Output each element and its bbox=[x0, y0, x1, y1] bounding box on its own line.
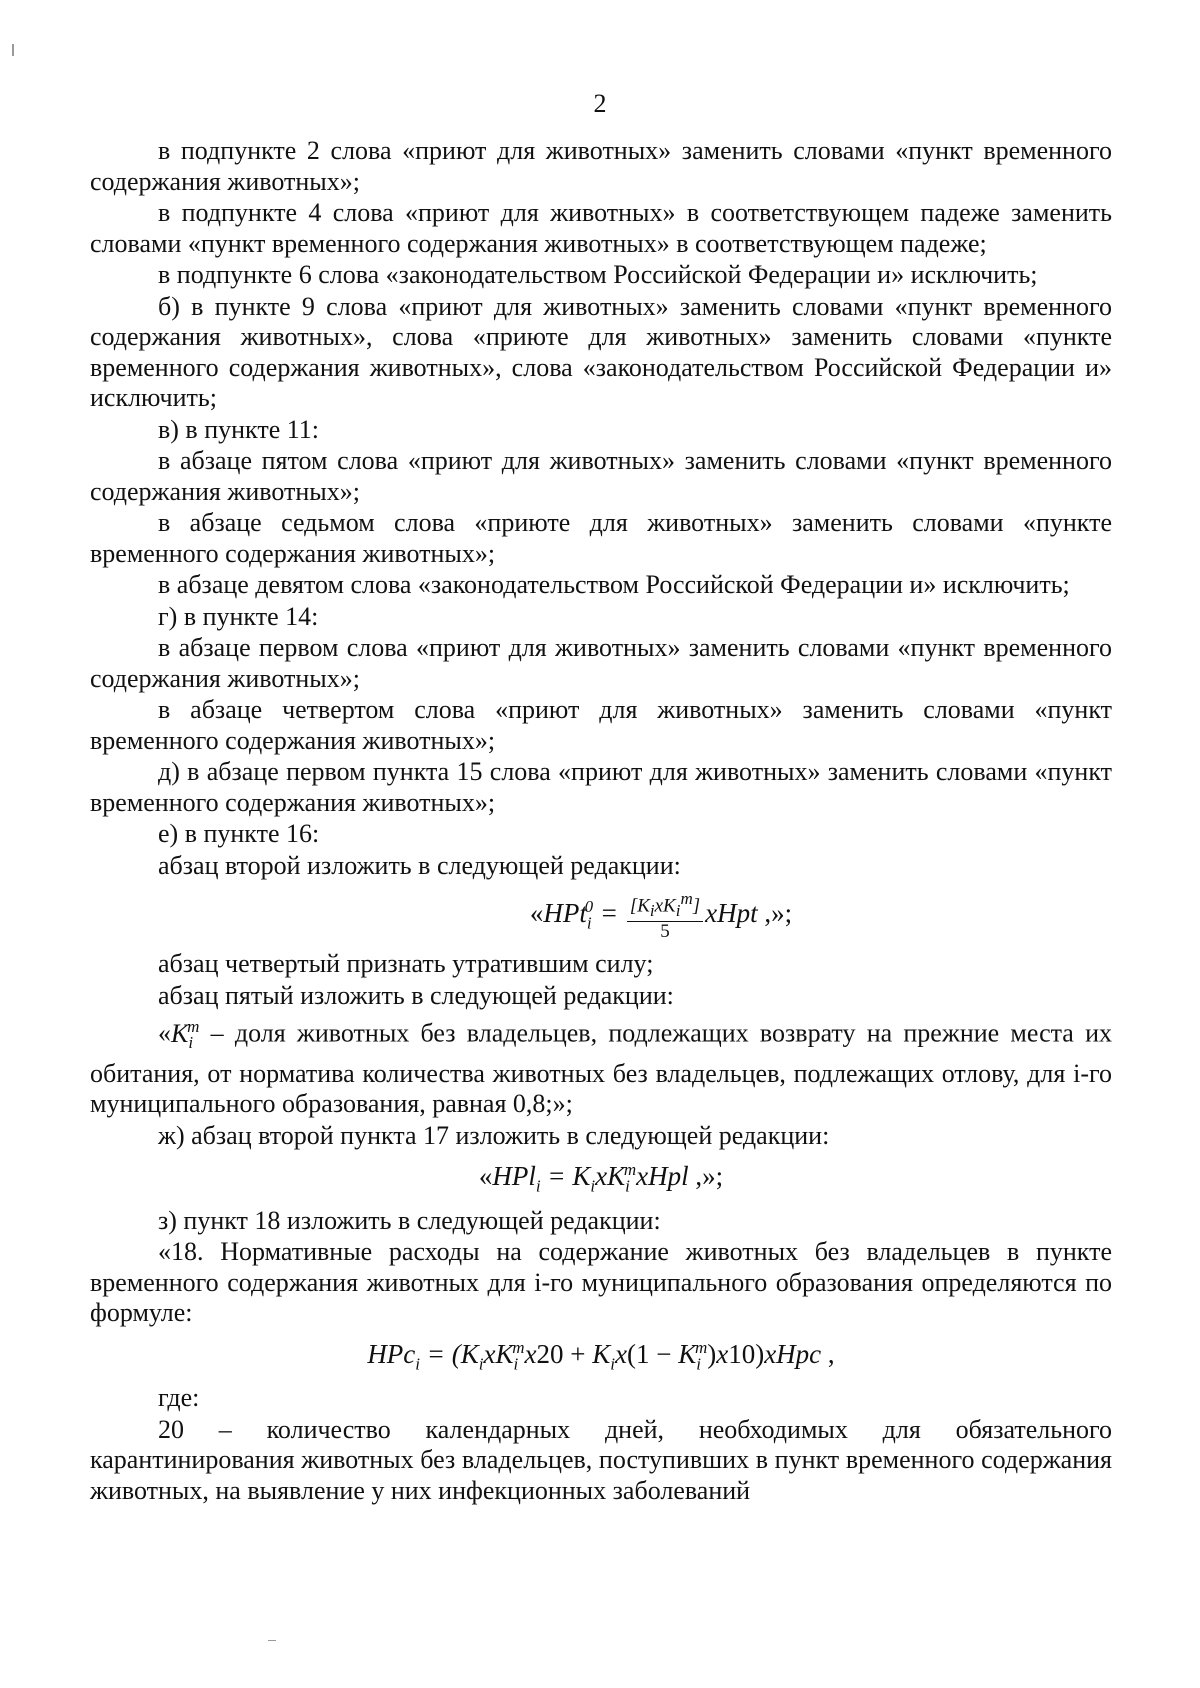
paragraph: «18. Нормативные расходы на содержание животных без владельцев в пункте временного содержания животных для i-го муниципального образования определяются по формуле: bbox=[90, 1237, 1112, 1328]
scan-artifact bbox=[12, 44, 14, 56]
paragraph: в подпункте 6 слова «законодательством Российской Федерации и» исключить; bbox=[158, 260, 1038, 289]
paragraph: в абзаце четвертом слова «приют для животных» заменить словами «пункт временного содержания животных»; bbox=[90, 695, 1112, 755]
paragraph: абзац четвертый признать утратившим силу; bbox=[158, 949, 654, 979]
paragraph: в абзаце пятом слова «приют для животных» заменить словами «пункт временного содержания животных»; bbox=[90, 446, 1112, 506]
scan-artifact bbox=[268, 1640, 276, 1641]
document-body bbox=[90, 136, 1112, 1507]
paragraph: ж) абзац второй пункта 17 изложить в следующей редакции: bbox=[158, 1120, 830, 1150]
paragraph: в абзаце первом слова «приют для животных» заменить словами «пункт временного содержания животных»; bbox=[90, 633, 1112, 693]
paragraph: г) в пункте 14: bbox=[158, 601, 319, 631]
paragraph: в) в пункте 11: bbox=[158, 414, 319, 444]
paragraph: 20 – количество календарных дней, необходимых для обязательного карантинирования животных без владельцев, поступивших в пункт временного содержания животных, на выявление у них инфекционных заболеваний bbox=[90, 1414, 1112, 1505]
formula-km: $K_i^m$ bbox=[171, 1017, 200, 1053]
paragraph: абзац пятый изложить в следующей редакции: bbox=[158, 980, 674, 1010]
paragraph: в абзаце седьмом слова «приюте для животных» заменить словами «пункте временного содержания животных»; bbox=[90, 508, 1112, 568]
paragraph: з) пункт 18 изложить в следующей редакции: bbox=[158, 1205, 661, 1235]
paragraph: в подпункте 2 слова «приют для животных» заменить словами «пункт временного содержания животных»; bbox=[90, 136, 1112, 196]
formula-hpt: «HPt$_i^0$ = $\frac{[K_ixK_i^m]}{5}$ xHpt ,»; bbox=[529, 889, 793, 943]
paragraph-coefficient-definition: «$K_i^m$ – доля животных без владельцев, подлежащих возврату на прежние места их обитания, от норматива количества животных без владельцев, подлежащих отлову, для i-го муниципального образования, равная 0,8;»; bbox=[90, 1017, 1112, 1119]
paragraph: д) в абзаце первом пункта 15 слова «приют для животных» заменить словами «пункт временного содержания животных»; bbox=[90, 757, 1112, 817]
paragraph: в подпункте 4 слова «приют для животных» в соответствующем падеже заменить словами «пункт временного содержания животных» в соответствующем падеже; bbox=[90, 198, 1112, 258]
paragraph: где: bbox=[158, 1383, 200, 1413]
paragraph: в абзаце девятом слова «законодательством Российской Федерации и» исключить; bbox=[158, 570, 1070, 599]
paragraph: абзац второй изложить в следующей редакции: bbox=[158, 850, 681, 880]
page-number: 2 bbox=[593, 89, 607, 118]
paragraph: е) в пункте 16: bbox=[158, 819, 320, 848]
paragraph: б) в пункте 9 слова «приют для животных» заменить словами «пункт временного содержания животных», слова «приюте для животных» заменить словами «пункте временного содержания животных», слова «законодательством Российской Федерации и» исключить; bbox=[90, 291, 1112, 412]
formula-hpc: $HPc_i = (K_ixK_i^mx20 + K_ix(1$ − $K_i^m)x10)xHpc$ , bbox=[367, 1337, 835, 1374]
formula-hpl: «$HPl_i = K_ixK_i^mxHpl$ ,»; bbox=[478, 1160, 724, 1196]
formula-fraction: $\frac{[K_ixK_i^m]}{5}$ bbox=[627, 889, 703, 942]
